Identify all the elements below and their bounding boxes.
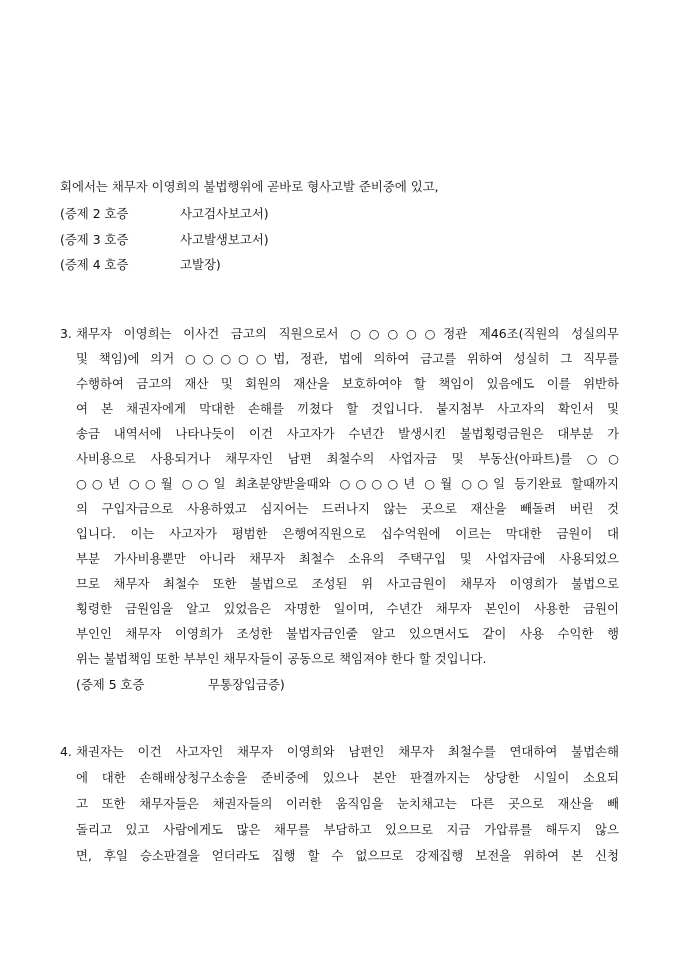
paragraph-line: 위는 불법책임 또한 부부인 채무자들이 공동으로 책임져야 한다 할 것입니다. bbox=[76, 651, 487, 666]
intro-line: 회에서는 채무자 이영희의 불법행위에 곧바로 형사고발 준비중에 있고, bbox=[60, 179, 439, 194]
paragraph-line: 송금 내역서에 나타나듯이 이건 사고자가 수년간 발생시킨 불법횡령금원은 대부분 가 bbox=[76, 426, 619, 441]
paragraph-line: 부인인 채무자 이영희가 조성한 불법자금인줄 알고 있으면서도 같이 사용 수익한 행 bbox=[76, 626, 619, 641]
evidence-label: (증제 5 호증 bbox=[76, 677, 145, 692]
paragraph-line: 돌리고 있고 사람에게도 많은 채무를 부담하고 있으므로 지금 가압류를 해두지 않으 bbox=[76, 822, 619, 837]
paragraph-line: 부분 가사비용뿐만 아니라 채무자 최철수 소유의 주택구입 및 사업자금에 사용되었으 bbox=[76, 551, 619, 566]
evidence-label: (증제 3 호증 bbox=[60, 232, 129, 247]
paragraph-line: 및 책임)에 의거 ○○○○○법, 정관, 법에 의하여 금고를 위하여 성실히 그 직무를 bbox=[76, 351, 619, 366]
paragraph-line: 입니다. 이는 사고자가 평범한 은행여직원으로 십수억원에 이르는 막대한 금원이 대 bbox=[76, 526, 619, 541]
paragraph-line: 채권자는 이건 사고자인 채무자 이영희와 남편인 채무자 최철수를 연대하여 불법손해 bbox=[76, 744, 619, 759]
section-number: 4. bbox=[60, 744, 72, 759]
evidence-description: 사고발생보고서) bbox=[180, 232, 269, 247]
paragraph-line: 수행하여 금고의 재산 및 회원의 재산을 보호하여야 할 책임이 있음에도 이를 위반하 bbox=[76, 376, 619, 391]
evidence-description: 무통장입금증) bbox=[208, 677, 285, 692]
evidence-description: 고발장) bbox=[180, 257, 221, 272]
paragraph-line: 채무자 이영희는 이사건 금고의 직원으로서 ○○○○○정관 제46조(직원의 성실의무 bbox=[76, 326, 619, 341]
paragraph-line: ○○년 ○○월 ○○일 최초분양받을때와 ○○○○년 ○월 ○○일 등기완료 할때까지 bbox=[76, 476, 619, 491]
paragraph-line: 고 또한 채무자들은 채권자들의 이러한 움직임을 눈치채고는 다른 곳으로 재산을 빼 bbox=[76, 796, 619, 811]
paragraph-line: 므로 채무자 최철수 또한 불법으로 조성된 위 사고금원이 채무자 이영희가 불법으로 bbox=[76, 576, 619, 591]
evidence-label: (증제 2 호증 bbox=[60, 206, 129, 221]
paragraph-line: 의 구입자금으로 사용하였고 심지어는 드러나지 않는 곳으로 재산을 빼돌려 버린 것 bbox=[76, 501, 619, 516]
paragraph-line: 여 본 채권자에게 막대한 손해를 끼쳤다 할 것입니다. 붙지첨부 사고자의 확인서 및 bbox=[76, 401, 619, 416]
evidence-description: 사고검사보고서) bbox=[180, 206, 269, 221]
paragraph-line: 사비용으로 사용되거나 채무자인 남편 최철수의 사업자금 및 부동산(아파트)를 ○○ bbox=[76, 451, 619, 466]
paragraph-line: 에 대한 손해배상청구소송을 준비중에 있으나 본안 판결까지는 상당한 시일이 소요되 bbox=[76, 770, 619, 785]
section-number: 3. bbox=[60, 326, 72, 341]
paragraph-line: 횡령한 금원임을 알고 있었음은 자명한 일이며, 수년간 채무자 본인이 사용한 금원이 bbox=[76, 601, 619, 616]
paragraph-line: 면, 후일 승소판결을 얻더라도 집행 할 수 없으므로 강제집행 보전을 위하여 본 신청 bbox=[76, 848, 619, 863]
evidence-label: (증제 4 호증 bbox=[60, 257, 129, 272]
